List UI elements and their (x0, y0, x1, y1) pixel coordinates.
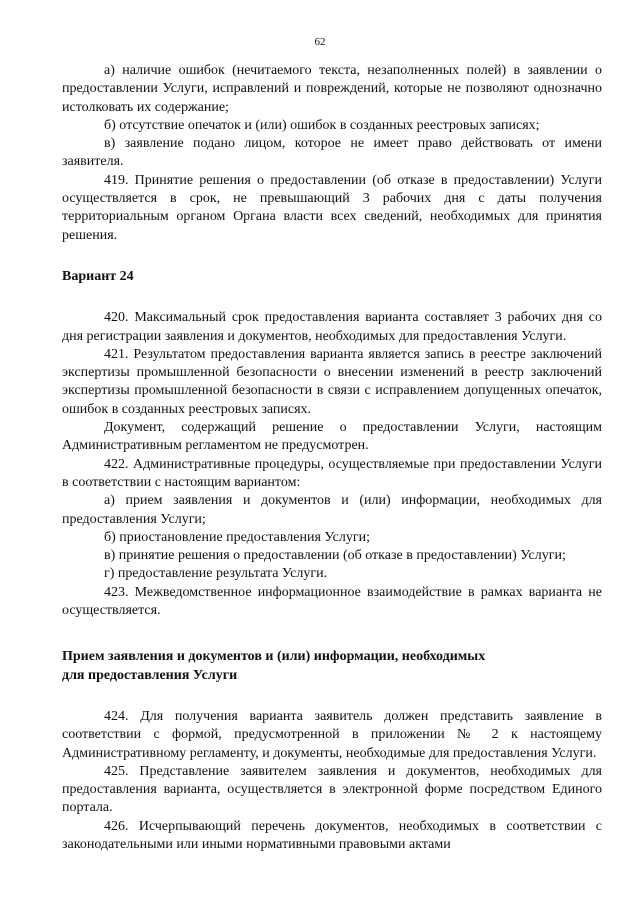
section-heading-line1: Прием заявления и документов и (или) информации, необходимых (62, 649, 486, 665)
procedure-item-v: в) принятие решения о предоставлении (об отказе в предоставлении) Услуги; (104, 548, 566, 564)
procedure-item-b: б) приостановление предоставления Услуги; (104, 529, 370, 545)
paragraph-424: 424. Для получения варианта заявитель должен представить заявление в соответствии с формой, предусмотренной в приложении № 2 к настоящему Административному регламенту, и документы, необходимые для предоставления Услуги. (62, 708, 602, 761)
paragraph-item-v: в) заявление подано лицом, которое не имеет право действовать от имени заявителя. (62, 136, 602, 170)
paragraph-item-a: а) наличие ошибок (нечитаемого текста, незаполненных полей) в заявлении о предоставлении Услуги, исправлений и повреждений, которые не позволяют однозначно истолковать их содержание; (62, 63, 602, 115)
paragraph-422: 422. Административные процедуры, осуществляемые при предоставлении Услуги в соответствии с настоящим вариантом: (62, 456, 602, 490)
paragraph-425: 425. Представление заявителем заявления и документов, необходимых для предоставления варианта, осуществляется в электронной форме посредством Единого портала. (62, 763, 602, 816)
variant-heading: Вариант 24 (62, 268, 134, 284)
paragraph-421: 421. Результатом предоставления варианта является запись в реестре заключений экспертизы промышленной безопасности о внесении изменений в реестр заключений экспертизы промышленной безопасности в связи с исправлением допущенных опечаток, ошибок в созданных реестровых записях. (62, 346, 602, 417)
paragraph-document-note: Документ, содержащий решение о предоставлении Услуги, настоящим Административным регламентом не предусмотрен. (62, 420, 602, 454)
paragraph-426: 426. Исчерпывающий перечень документов, необходимых в соответствии с законодательными или иными нормативными правовыми актами (62, 818, 602, 852)
section-heading-line2: для предоставления Услуги (62, 667, 238, 683)
document-body (62, 62, 602, 854)
paragraph-423: 423. Межведомственное информационное взаимодействие в рамках варианта не осуществляется. (62, 584, 602, 619)
procedure-item-a: а) прием заявления и документов и (или) информации, необходимых для предоставления Услуги; (62, 493, 602, 527)
paragraph-item-b: б) отсутствие опечаток и (или) ошибок в созданных реестровых записях; (104, 117, 540, 133)
paragraph-420: 420. Максимальный срок предоставления варианта составляет 3 рабочих дня со дня регистрации заявления и документов, необходимых для предоставления Услуги. (62, 310, 602, 344)
procedure-item-g: г) предоставление результата Услуги. (104, 566, 328, 582)
paragraph-419: 419. Принятие решения о предоставлении (об отказе в предоставлении) Услуги осуществляется в срок, не превышающий 3 рабочих дня с даты получения территориальным органом Органа власти всех сведений, необходимых для принятия решения. (62, 172, 602, 243)
page-number: 62 (314, 36, 326, 48)
